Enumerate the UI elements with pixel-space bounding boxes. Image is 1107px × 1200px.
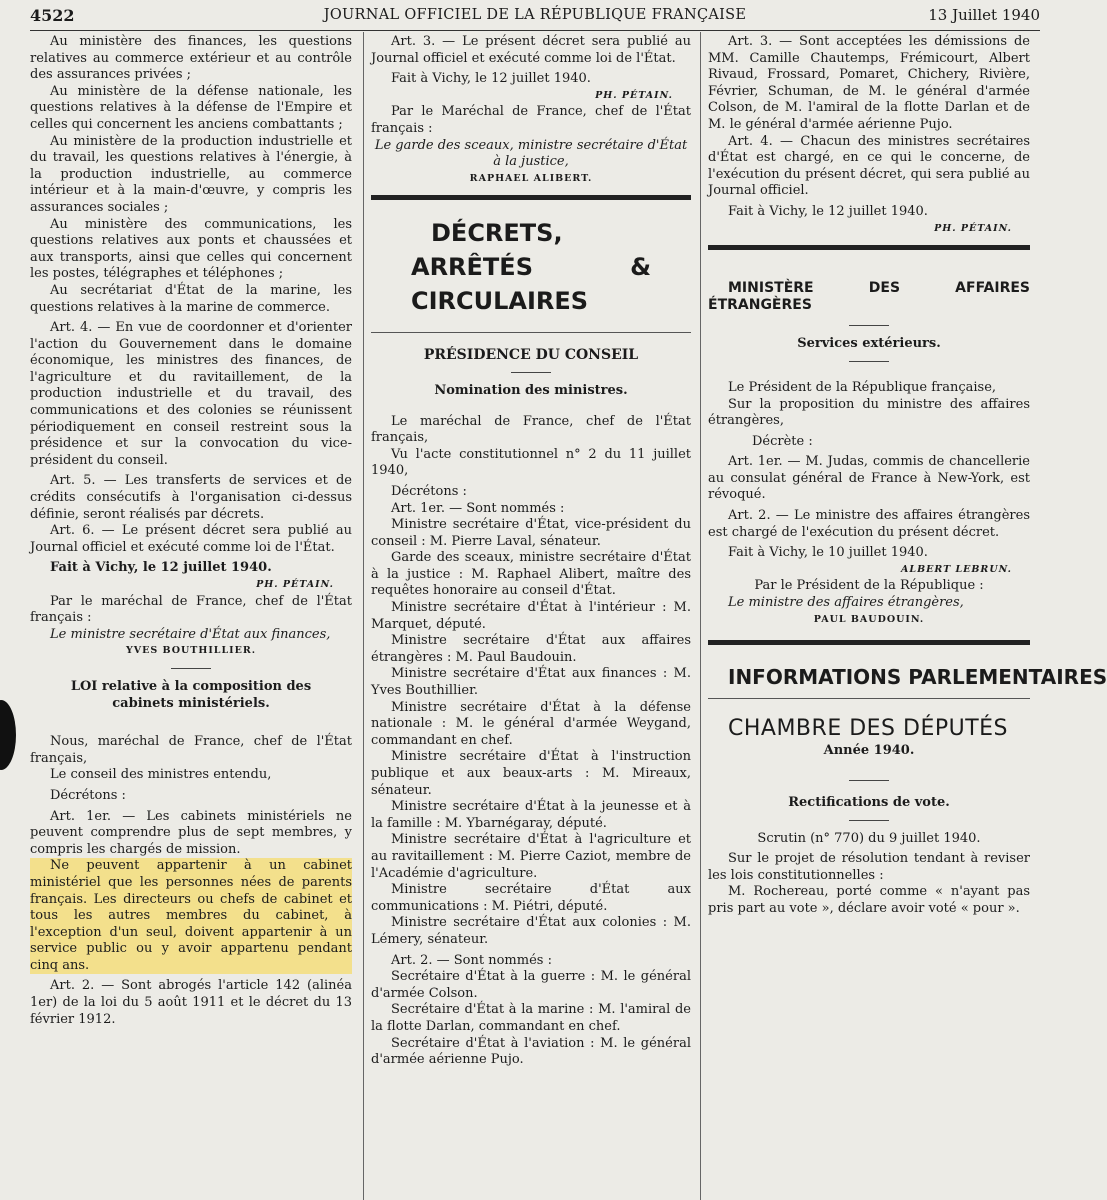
signature: ALBERT LEBRUN. — [901, 563, 1012, 575]
countersign-intro: Par le Président de la République : — [754, 578, 984, 594]
scan-edge-mark — [0, 700, 16, 770]
signing-place-date: Fait à Vichy, le 10 juillet 1940. — [728, 545, 928, 561]
appointment: Ministre secrétaire d'État aux affaires étrangères : M. Paul Baudouin. — [371, 633, 691, 665]
paragraph: Au ministère des finances, les questions relatives au commerce extérieur et au contrôle des assurances privées ; — [30, 34, 352, 83]
article-6: Art. 6. — Le présent décret sera publié au Journal officiel et exécuté comme loi de l'État. — [30, 523, 352, 555]
countersign-intro: Par le Maréchal de France, chef de l'État français : — [371, 104, 691, 136]
decretons: Décrétons : — [391, 483, 467, 499]
column-divider-1 — [363, 32, 364, 1200]
column-1 — [30, 34, 352, 1200]
scrutin: Scrutin (n° 770) du 9 juillet 1940. — [757, 830, 981, 846]
article-3: Art. 3. — Le présent décret sera publié au Journal officiel et exécuté comme loi de l'État. — [371, 34, 691, 66]
preamble: Nous, maréchal de France, chef de l'État français, — [30, 734, 352, 766]
article-2: Art. 2. — Le ministre des affaires étrangères est chargé de l'exécution du présent décret. — [708, 508, 1030, 540]
separator — [171, 668, 211, 669]
appointment: Ministre secrétaire d'État à l'instruction publique et aux beaux-arts : M. Mireaux, sénateur. — [371, 749, 691, 798]
header-rule — [30, 30, 1040, 31]
article-2: Art. 2. — Sont abrogés l'article 142 (alinéa 1er) de la loi du 5 août 1911 et le décret du 13 février 1912. — [30, 978, 352, 1027]
article-1: Art. 1er. — Les cabinets ministériels ne peuvent comprendre plus de sept membres, y compris les chargés de mission. — [30, 808, 352, 857]
appointment: Ministre secrétaire d'État à l'intérieur : M. Marquet, député. — [371, 600, 691, 632]
chamber-title: CHAMBRE DES DÉPUTÉS — [728, 715, 1009, 741]
paragraph: Au ministère des communications, les questions relatives aux ponts et chaussées et aux transports, ainsi que celles qui concernent les postes, télégraphes et téléphones ; — [30, 216, 352, 282]
appointment: Secrétaire d'État à la guerre : M. le général d'armée Colson. — [371, 969, 691, 1001]
signature: RAPHAEL ALIBERT. — [469, 172, 593, 184]
signing-place-date: Fait à Vichy, le 12 juillet 1940. — [50, 560, 272, 576]
article-4: Art. 4. — En vue de coordonner et d'orienter l'action du Gouvernement dans le domaine économique, les ministres des finances, de l'agriculture et du ravitaillement, de la production industrielle et du travail, des communications et des colonies se réunissent périodiquement en conseil restreint sous la présidence et sur la convocation du vice-président du conseil. — [30, 320, 352, 468]
paragraph: Sur le projet de résolution tendant à reviser les lois constitutionnelles : — [708, 851, 1030, 883]
appointment: Ministre secrétaire d'État aux finances : M. Yves Bouthillier. — [371, 666, 691, 699]
column-2 — [371, 34, 691, 1200]
loi-title: LOI relative à la composition des cabinets ministériels. — [70, 678, 312, 711]
section-subtitle: PRÉSIDENCE DU CONSEIL — [423, 347, 639, 364]
article-1: Art. 1er. — M. Judas, commis de chancellerie au consulat général de France à New-York, est révoqué. — [708, 454, 1030, 503]
appointment: Ministre secrétaire d'État, vice-président du conseil : M. Pierre Laval, sénateur. — [371, 517, 691, 549]
subsection-title: Services extérieurs. — [797, 336, 941, 352]
paragraph: Au ministère de la défense nationale, les questions relatives à la défense de l'Empire et celles qui concernent les anciens combattants ; — [30, 83, 352, 132]
appointment: Ministre secrétaire d'État aux colonies : M. Lémery, sénateur. — [371, 915, 691, 947]
preamble: Le conseil des ministres entendu, — [50, 767, 272, 783]
section-rule — [371, 195, 691, 200]
paragraph: M. Rochereau, porté comme « n'ayant pas pris part au vote », déclare avoir voté « pour ». — [708, 884, 1030, 916]
journal-title: JOURNAL OFFICIEL DE LA RÉPUBLIQUE FRANÇAISE — [323, 7, 747, 23]
signature: PH. PÉTAIN. — [934, 222, 1012, 234]
minister-title: Le ministre secrétaire d'État aux finances, — [50, 626, 331, 642]
separator — [708, 698, 1030, 699]
column-3 — [708, 34, 1107, 1200]
signing-place-date: Fait à Vichy, le 12 juillet 1940. — [391, 71, 591, 87]
issue-date: 13 Juillet 1940 — [928, 6, 1040, 24]
subsection-title: Rectifications de vote. — [788, 795, 950, 810]
separator — [849, 780, 889, 781]
paragraph: Au secrétariat d'État de la marine, les questions relatives à la marine de commerce. — [30, 282, 352, 315]
appointment: Secrétaire d'État à l'aviation : M. le général d'armée aérienne Pujo. — [371, 1035, 691, 1068]
separator — [849, 361, 889, 362]
decretons: Décrétons : — [50, 787, 126, 803]
section-title: DÉCRETS, ARRÊTÉS & CIRCULAIRES — [411, 219, 651, 316]
article-1: Art. 1er. — Sont nommés : — [391, 500, 565, 516]
signature: PAUL BAUDOUIN. — [813, 613, 925, 625]
page-header — [30, 6, 1040, 28]
signature: PH. PÉTAIN. — [256, 579, 334, 590]
section-title: INFORMATIONS PARLEMENTAIRES — [728, 665, 1107, 690]
article-2: Art. 2. — Sont nommés : — [391, 952, 552, 968]
appointment: Ministre secrétaire d'État à l'agriculture et au ravitaillement : M. Pierre Caziot, membre de l'Académie d'agriculture. — [371, 832, 691, 881]
preamble: Sur la proposition du ministre des affaires étrangères, — [708, 396, 1030, 429]
year: Année 1940. — [823, 743, 915, 759]
separator — [371, 332, 691, 333]
countersign-intro: Par le maréchal de France, chef de l'État français : — [30, 593, 352, 626]
article-4: Art. 4. — Chacun des ministres secrétaires d'État est chargé, en ce qui le concerne, de l'exécution du présent décret, qui sera publié au Journal officiel. — [708, 133, 1030, 199]
separator — [511, 372, 551, 373]
appointment: Ministre secrétaire d'État à la jeunesse et à la famille : M. Ybarnégaray, député. — [371, 799, 691, 831]
minister-title: Le garde des sceaux, ministre secrétaire d'État à la justice, — [374, 137, 688, 170]
preamble: Le maréchal de France, chef de l'État français, — [371, 413, 691, 446]
page-number: 4522 — [30, 6, 75, 25]
separator — [849, 325, 889, 326]
article-5: Art. 5. — Les transferts de services et de crédits consécutifs à l'organisation ci-dessus définie, seront réalisés par décrets. — [30, 473, 352, 522]
signature: PH. PÉTAIN. — [595, 89, 673, 101]
appointment: Ministre secrétaire d'État à la défense nationale : M. le général d'armée Weygand, commandant en chef. — [371, 699, 691, 748]
section-rule — [708, 640, 1030, 645]
preamble: Le Président de la République française, — [728, 379, 997, 395]
highlighted-paragraph: Ne peuvent appartenir à un cabinet ministériel que les personnes nées de parents français. Les directeurs ou chefs de cabinet et tous les autres membres du cabinet, à l'exception d'un seul, doivent appartenir à un service public ou y avoir appartenu pendant cinq ans. — [30, 858, 352, 973]
minister-title: Le ministre des affaires étrangères, — [728, 595, 964, 611]
column-divider-2 — [700, 32, 701, 1200]
section-rule — [708, 245, 1030, 250]
paragraph: Au ministère de la production industrielle et du travail, les questions relatives à l'énergie, à la production industrielle, au commerce intérieur et à la main-d'œuvre, y compris les assurances sociales ; — [30, 133, 352, 215]
appointment: Ministre secrétaire d'État aux communications : M. Piétri, député. — [371, 882, 691, 914]
separator — [849, 820, 889, 821]
appointment: Secrétaire d'État à la marine : M. l'amiral de la flotte Darlan, commandant en chef. — [371, 1002, 691, 1034]
signature: YVES BOUTHILLIER. — [125, 645, 257, 657]
ministry-title: MINISTÈRE DES AFFAIRES ÉTRANGÈRES — [708, 280, 1030, 313]
decrete: Décrète : — [752, 433, 813, 449]
decree-title: Nomination des ministres. — [434, 382, 628, 398]
article-3: Art. 3. — Sont acceptées les démissions de MM. Camille Chautemps, Frémicourt, Albert Rivaud, Frossard, Pomaret, Chichery, Rivière, Février, Schuman, de M. le général d'armée Colson, de M. l'amiral de la flotte Darlan et de M. le général d'armée aérienne Pujo. — [708, 34, 1030, 132]
signing-place-date: Fait à Vichy, le 12 juillet 1940. — [728, 203, 928, 219]
appointment: Garde des sceaux, ministre secrétaire d'État à la justice : M. Raphael Alibert, maître des requêtes honoraire au conseil d'État. — [371, 550, 691, 599]
preamble: Vu l'acte constitutionnel n° 2 du 11 juillet 1940, — [371, 446, 691, 479]
